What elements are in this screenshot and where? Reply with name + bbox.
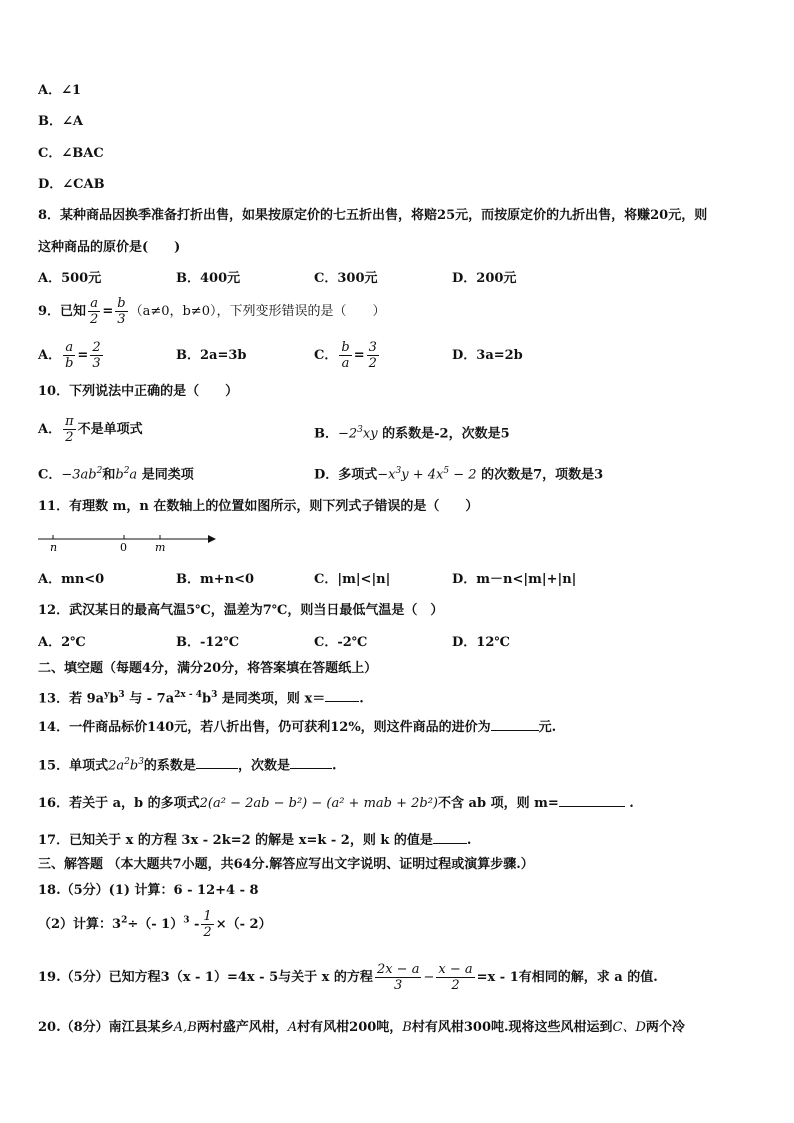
answer-blank[interactable] — [290, 756, 332, 769]
section-fill-in-heading: 二、填空题（每题4分，满分20分，将答案填在答题纸上） — [38, 661, 378, 676]
q9-option-a: A． $\frac{a}{b}$ = $\frac{2}{3}$ — [38, 340, 101, 371]
option-b: B．∠A — [38, 114, 83, 129]
answer-blank[interactable] — [433, 831, 467, 844]
question-14: 14．一件商品标价140元，若八折出售，仍可获利12%，则这件商品的进价为 元. — [38, 720, 557, 735]
q11-option-b: B．m+n<0 — [176, 572, 255, 587]
question-15: 15．单项式$2a^2b^3$的系数是 ，次数是 . — [38, 757, 337, 774]
q11-option-d: D．m－n<|m|+|n| — [452, 572, 577, 587]
q9-equals: = — [102, 304, 114, 319]
q9-prefix: 9．已知 — [38, 304, 87, 319]
option-a: A．∠1 — [38, 83, 82, 98]
number-line-arrow — [208, 535, 216, 543]
option-c: C．∠BAC — [38, 146, 104, 161]
q9-option-d: D．3a=2b — [452, 348, 523, 363]
q12-option-c: C．-2℃ — [314, 635, 368, 650]
q11-option-c: C．|m|<|n| — [314, 572, 391, 587]
q8-option-c: C．300元 — [314, 271, 378, 286]
question-8-stem-cont: 这种商品的原价是( ) — [38, 240, 181, 255]
question-13: 13．若 $9a^yb^3$ 与 - $7a^{2x - 4}b^3$ 是同类项，则 x＝ . — [38, 690, 364, 707]
section-solutions-heading: 三、解答题 （本大题共7小题，共64分.解答应写出文字说明、证明过程或演算步骤.） — [38, 857, 534, 872]
question-11-stem: 11．有理数 m，n 在数轴上的位置如图所示，则下列式子错误的是（ ） — [38, 499, 479, 514]
q12-option-b: B．-12℃ — [176, 635, 240, 650]
q9-fraction-b: $\frac{b}{3}$ — [117, 296, 126, 327]
question-8-stem: 8．某种商品因换季准备打折出售，如果按原定价的七五折出售，将赔25元，而按原定价的九折出售，将赚20元，则 — [38, 208, 708, 223]
question-17: 17．已知关于 x 的方程 3x - 2k=2 的解是 x=k - 2，则 k 的值是 . — [38, 833, 472, 848]
label-m: m — [155, 541, 166, 554]
q8-option-a: A．500元 — [38, 271, 102, 286]
label-n: n — [50, 541, 58, 554]
answer-blank[interactable] — [325, 689, 359, 702]
answer-blank[interactable] — [559, 794, 625, 807]
q9-option-c: C． $\frac{b}{a}$ = $\frac{3}{2}$ — [314, 340, 377, 371]
q8-option-b: B．400元 — [176, 271, 241, 286]
q8-option-d: D．200元 — [452, 271, 517, 286]
q12-option-a: A．2℃ — [38, 635, 86, 650]
question-9-stem — [38, 296, 385, 327]
q10-option-c: C．$-3ab^2$和$b^2a$ 是同类项 — [38, 466, 194, 483]
q10-option-b: B．$-2^3xy$ 的系数是-2，次数是5 — [314, 425, 510, 442]
q9-fraction-a: $\frac{a}{2}$ — [90, 296, 99, 327]
question-12-stem: 12．武汉某日的最高气温5℃，温差为7℃，则当日最低气温是（ ） — [38, 603, 444, 618]
question-16: 16．若关于 a，b 的多项式2(a² − 2ab − b²) − (a² + mab + 2b²)不含 ab 项，则 m= . — [38, 796, 634, 811]
number-line-figure — [36, 528, 222, 554]
question-18-part2: （2）计算：$3^2\div(-$ 1）$^3$ - $\frac{1}{2}$ ×（- 2） — [38, 909, 272, 940]
answer-blank[interactable] — [491, 718, 539, 731]
question-19: 19.（5分）已知方程3（x - 1）=4x - 5与关于 x 的方程 $\frac{2x - a}{3}$ − $\frac{x - a}{2}$ =x - 1有相同的解，求 a 的值. — [38, 962, 658, 993]
option-d: D．∠CAB — [38, 177, 105, 192]
q10-option-d: D．多项式$-x^3y + 4x^5 - 2$ 的次数是7，项数是3 — [314, 466, 604, 483]
q11-option-a: A．mn<0 — [38, 572, 105, 587]
q12-option-d: D．12℃ — [452, 635, 510, 650]
question-10-stem: 10．下列说法中正确的是（ ） — [38, 384, 239, 399]
label-zero: 0 — [120, 541, 127, 554]
question-20: 20.（8分）南江县某乡A,B两村盛产风柑，A村有风柑200吨，B村有风柑300吨.现将这些风柑运到C、D两个冷 — [38, 1020, 685, 1035]
q9-suffix: （a≠0，b≠0），下列变形错误的是（ ） — [129, 304, 386, 319]
question-18-part1: 18.（5分）(1) 计算：6 - 12+4 - 8 — [38, 883, 259, 898]
q9-option-b: B．2a=3b — [176, 348, 247, 363]
answer-blank[interactable] — [196, 756, 238, 769]
q10-option-a: A． $\frac{\pi}{2}$ 不是单项式 — [38, 414, 143, 445]
